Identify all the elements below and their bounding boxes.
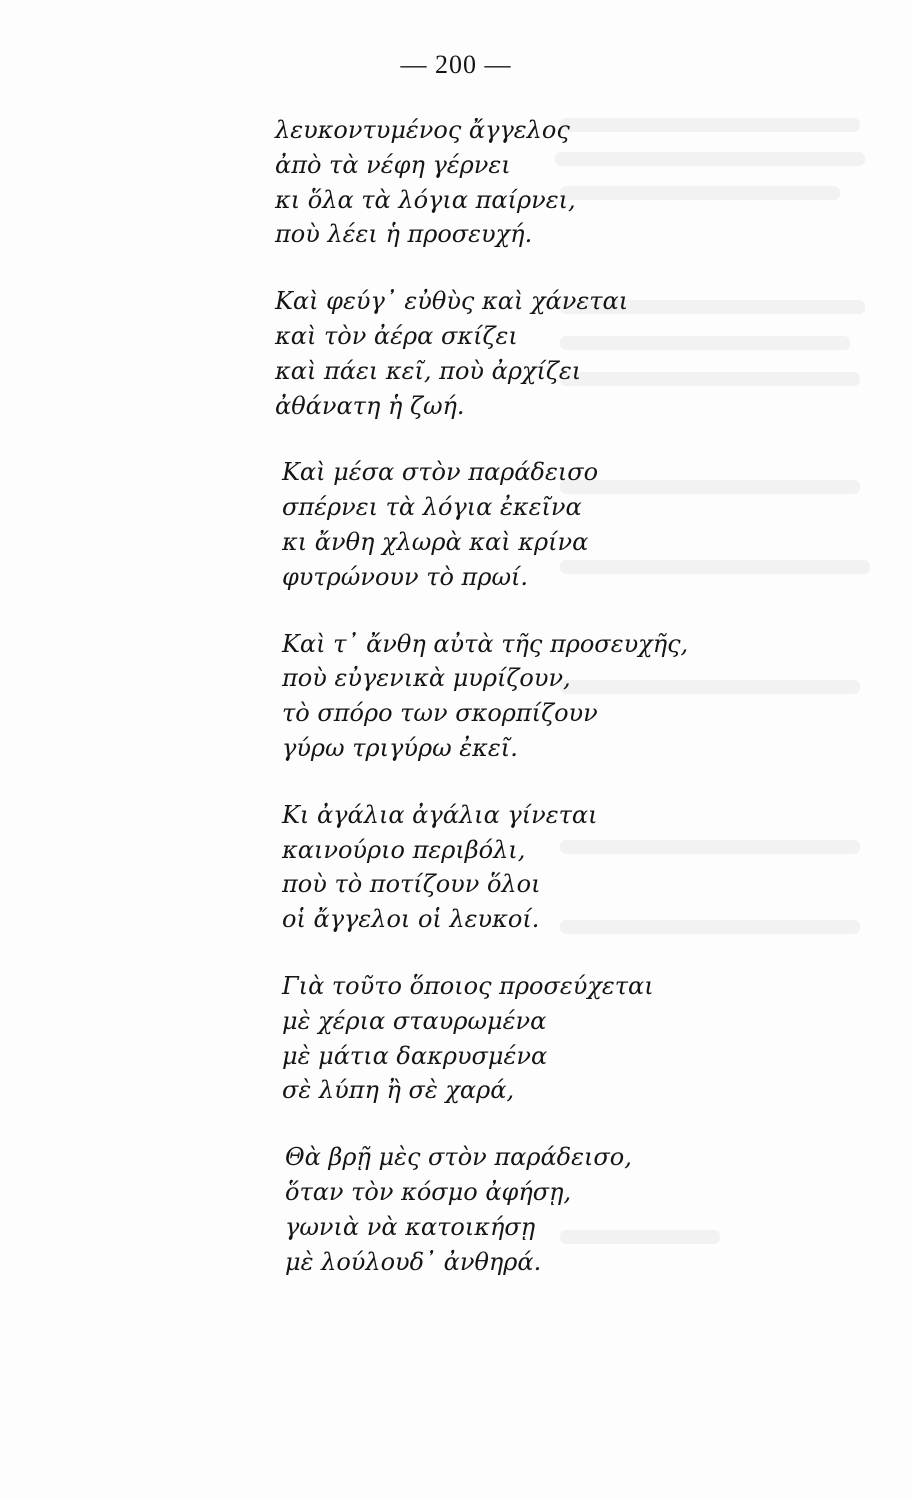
poem bbox=[0, 113, 912, 1311]
poem-line: Καὶ τ᾽ ἄνθη αὐτὰ τῆς προσευχῆς, bbox=[282, 629, 689, 658]
poem-line: Γιὰ τοῦτο ὅποιος προσεύχεται bbox=[282, 971, 654, 1000]
poem-line: κι ἄνθη χλωρὰ καὶ κρίνα bbox=[282, 527, 589, 556]
poem-line: μὲ λούλουδ᾽ ἀνθηρά. bbox=[285, 1247, 542, 1276]
stanza bbox=[0, 969, 912, 1108]
poem-line: Κι ἀγάλια ἀγάλια γίνεται bbox=[282, 800, 598, 829]
stanza bbox=[0, 455, 912, 594]
poem-line: λευκοντυμένος ἄγγελος bbox=[275, 116, 570, 144]
poem-line: φυτρώνουν τὸ πρωί. bbox=[282, 562, 529, 591]
stanza bbox=[0, 627, 912, 766]
poem-line: καὶ τὸν ἀέρα σκίζει bbox=[275, 321, 518, 350]
poem-line: ποὺ λέει ἡ προσευχή. bbox=[275, 220, 533, 249]
poem-line: τὸ σπόρο των σκορπίζουν bbox=[282, 699, 598, 728]
stanza bbox=[0, 1140, 912, 1279]
poem-line: ἀθάνατη ἡ ζωή. bbox=[275, 391, 465, 420]
poem-line: Καὶ μέσα στὸν παράδεισο bbox=[282, 458, 599, 487]
stanza bbox=[0, 113, 912, 252]
poem-line: σπέρνει τὰ λόγια ἐκεῖνα bbox=[282, 493, 582, 522]
poem-line: οἱ ἄγγελοι οἱ λευκοί. bbox=[282, 905, 540, 934]
poem-line: κι ὅλα τὰ λόγια παίρνει, bbox=[275, 185, 576, 214]
poem-line: σὲ λύπη ἢ σὲ χαρά, bbox=[282, 1076, 515, 1105]
poem-line: ποὺ τὸ ποτίζουν ὅλοι bbox=[282, 870, 541, 899]
poem-line: ποὺ εὐγενικὰ μυρίζουν, bbox=[282, 664, 571, 693]
poem-line: Καὶ φεύγ᾽ εὐθὺς καὶ χάνεται bbox=[275, 287, 629, 316]
page-number: — 200 — bbox=[400, 50, 512, 79]
poem-line: καὶ πάει κεῖ, ποὺ ἀρχίζει bbox=[275, 356, 582, 385]
poem-line: γωνιὰ νὰ κατοικήσῃ bbox=[285, 1212, 536, 1241]
stanza bbox=[0, 284, 912, 423]
poem-line: Θὰ βρῇ μὲς στὸν παράδεισο, bbox=[285, 1143, 632, 1172]
poem-line: μὲ χέρια σταυρωμένα bbox=[282, 1006, 547, 1035]
poem-line: γύρω τριγύρω ἐκεῖ. bbox=[282, 733, 518, 762]
poem-line: μὲ μάτια δακρυσμένα bbox=[282, 1041, 548, 1070]
stanza bbox=[0, 798, 912, 937]
poem-line: καινούριο περιβόλι, bbox=[282, 835, 526, 864]
poem-line: ὅταν τὸν κόσμο ἀφήσῃ, bbox=[285, 1177, 572, 1206]
poem-line: ἀπὸ τὰ νέφη γέρνει bbox=[275, 150, 511, 179]
